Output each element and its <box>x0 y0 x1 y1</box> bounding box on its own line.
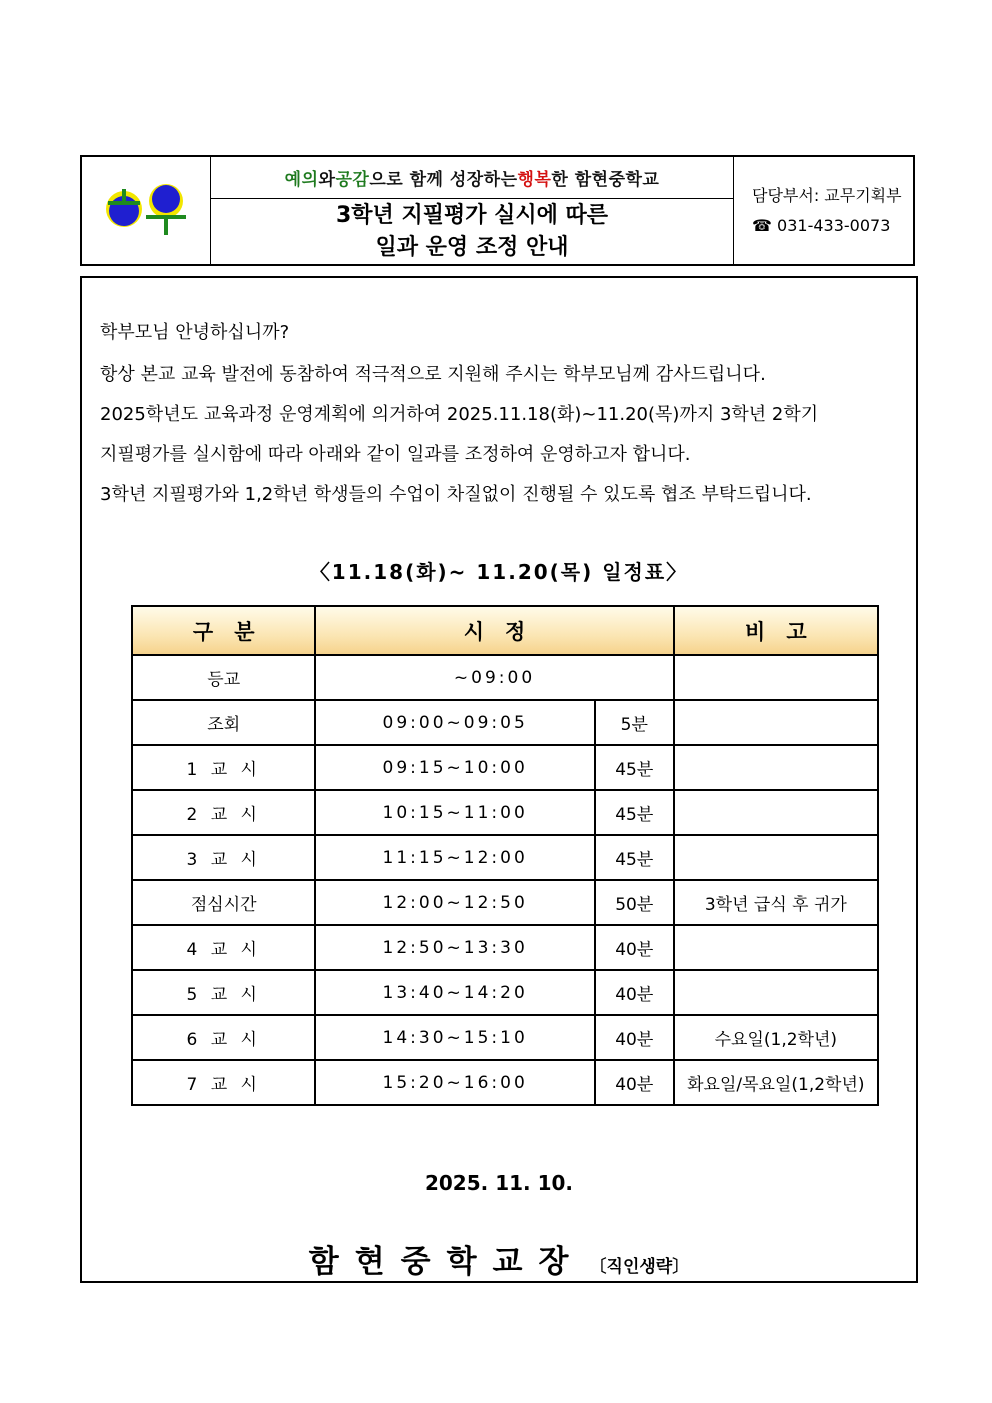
body-paragraph-line: 3학년 지필평가와 1,2학년 학생들의 수업이 차질없이 진행될 수 있도록 협조 부탁드립니다. <box>100 484 812 505</box>
row-note <box>674 655 878 700</box>
motto-text: 한 함현중학교 <box>551 170 660 190</box>
row-note <box>674 925 878 970</box>
table-row <box>132 1060 878 1105</box>
row-time: 12:00~12:50 <box>315 880 594 925</box>
row-duration: 45분 <box>595 835 674 880</box>
table-row <box>132 970 878 1015</box>
schedule-header-row <box>132 606 878 655</box>
table-row <box>132 790 878 835</box>
title-line-1: 3학년 지필평가 실시에 따른 <box>335 202 609 228</box>
title-cell <box>211 157 734 264</box>
row-time: 12:50~13:30 <box>315 925 594 970</box>
logo-cell <box>82 157 211 264</box>
row-time: 15:20~16:00 <box>315 1060 594 1105</box>
document-date: 2025. 11. 10. <box>424 1171 574 1195</box>
signature-block <box>82 1236 916 1281</box>
phone-icon: ☎ <box>752 215 772 235</box>
header-time: 시 정 <box>315 606 673 655</box>
row-note <box>674 970 878 1015</box>
motto-word-empathy: 공감 <box>335 170 370 190</box>
body-paragraph-line: 지필평가를 실시함에 따라 아래와 같이 일과를 조정하여 운영하고자 합니다. <box>100 444 691 465</box>
department-label: 담당부서: 교무기획부 <box>752 185 902 205</box>
row-category: 1 교 시 <box>132 745 315 790</box>
row-note: 수요일(1,2학년) <box>674 1015 878 1060</box>
row-time: 14:30~15:10 <box>315 1015 594 1060</box>
row-category: 조회 <box>132 700 315 745</box>
row-note <box>674 700 878 745</box>
row-category: 5 교 시 <box>132 970 315 1015</box>
body-paragraph-line: 2025학년도 교육과정 운영계획에 의거하여 2025.11.18(화)~11.20(목)까지 3학년 2학기 <box>100 404 819 425</box>
row-time: 09:00~09:05 <box>315 700 594 745</box>
principal-signature: 함현중학교장 <box>308 1244 585 1280</box>
motto-word-courtesy: 예의 <box>284 170 319 190</box>
document-header <box>80 155 915 266</box>
row-note: 화요일/목요일(1,2학년) <box>674 1060 878 1105</box>
row-note <box>674 835 878 880</box>
phone-number: 031-433-0073 <box>777 215 891 235</box>
seal-omitted-note: 〔직인생략〕 <box>589 1257 690 1277</box>
table-row <box>132 1015 878 1060</box>
table-row <box>132 655 878 700</box>
schedule-table <box>131 605 879 1106</box>
row-duration: 40분 <box>595 925 674 970</box>
row-duration: 45분 <box>595 790 674 835</box>
table-row <box>132 745 878 790</box>
row-time: ~09:00 <box>315 655 673 700</box>
document-body <box>80 276 918 1283</box>
schedule-title: 〈11.18(화)~ 11.20(목) 일정표〉 <box>309 560 689 584</box>
header-note: 비 고 <box>674 606 878 655</box>
motto-text: 와 <box>318 170 336 190</box>
row-duration: 5분 <box>595 700 674 745</box>
row-category: 점심시간 <box>132 880 315 925</box>
row-time: 13:40~14:20 <box>315 970 594 1015</box>
row-category: 3 교 시 <box>132 835 315 880</box>
row-note: 3학년 급식 후 귀가 <box>674 880 878 925</box>
motto-text: 으로 함께 성장하는 <box>369 170 518 190</box>
document-title <box>211 199 733 264</box>
header-category: 구 분 <box>132 606 315 655</box>
school-logo-icon <box>104 179 188 239</box>
row-note <box>674 790 878 835</box>
table-row <box>132 700 878 745</box>
department-cell <box>734 157 913 264</box>
row-note <box>674 745 878 790</box>
table-row <box>132 880 878 925</box>
row-duration: 40분 <box>595 1015 674 1060</box>
row-time: 10:15~11:00 <box>315 790 594 835</box>
row-category: 7 교 시 <box>132 1060 315 1105</box>
table-row <box>132 925 878 970</box>
row-duration: 45분 <box>595 745 674 790</box>
school-motto <box>211 157 733 199</box>
title-line-2: 일과 운영 조정 안내 <box>375 234 569 260</box>
row-duration: 50분 <box>595 880 674 925</box>
phone-line <box>752 211 913 241</box>
row-category: 6 교 시 <box>132 1015 315 1060</box>
row-time: 11:15~12:00 <box>315 835 594 880</box>
row-duration: 40분 <box>595 1060 674 1105</box>
body-paragraph-line: 항상 본교 교육 발전에 동참하여 적극적으로 지원해 주시는 학부모님께 감사드립니다. <box>100 364 766 385</box>
table-row <box>132 835 878 880</box>
row-category: 4 교 시 <box>132 925 315 970</box>
row-category: 2 교 시 <box>132 790 315 835</box>
row-category: 등교 <box>132 655 315 700</box>
row-time: 09:15~10:00 <box>315 745 594 790</box>
row-duration: 40분 <box>595 970 674 1015</box>
greeting-text: 학부모님 안녕하십니까? <box>100 322 290 343</box>
motto-word-happiness: 행복 <box>517 170 552 190</box>
